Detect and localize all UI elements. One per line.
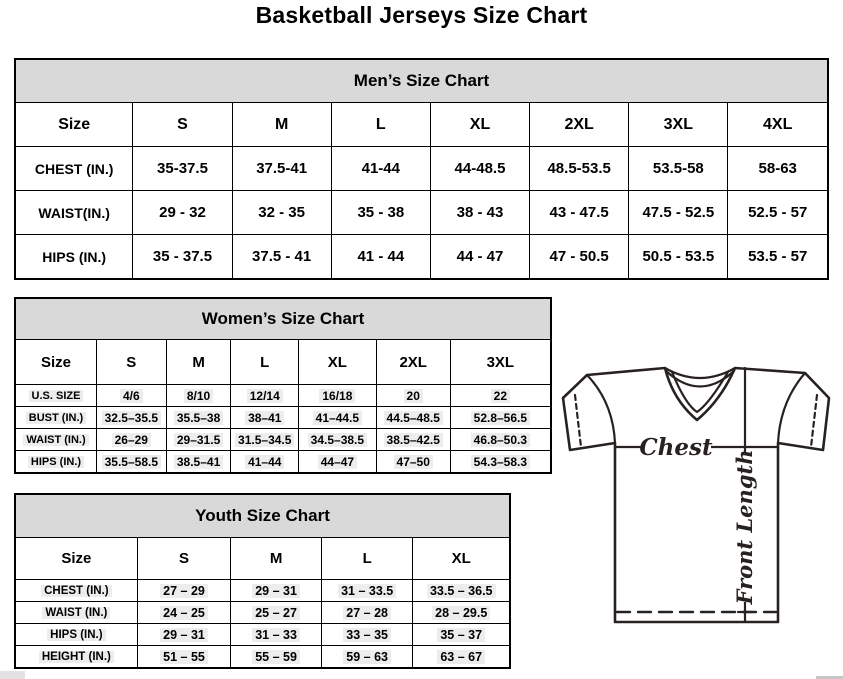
value-cell: 53.5-58 <box>629 147 728 191</box>
value-cell: 26–29 <box>96 429 166 451</box>
youth-size-table <box>14 493 511 669</box>
value-cell: 46.8–50.3 <box>450 429 551 451</box>
header-cell: 2XL <box>530 103 629 147</box>
row-label: HEIGHT (IN.) <box>15 646 137 669</box>
jersey-measurement-diagram <box>553 352 843 644</box>
value-cell: 16/18 <box>299 385 377 407</box>
value-cell: 50.5 - 53.5 <box>629 235 728 280</box>
header-cell: 3XL <box>629 103 728 147</box>
value-cell: 44–47 <box>299 451 377 474</box>
header-cell: 3XL <box>450 340 551 385</box>
value-cell: 51 – 55 <box>137 646 231 669</box>
value-cell: 47.5 - 52.5 <box>629 191 728 235</box>
row-label: CHEST (IN.) <box>15 147 133 191</box>
value-cell: 35 – 37 <box>413 624 510 646</box>
scan-artifact-bottom-left <box>0 671 25 679</box>
header-cell: XL <box>299 340 377 385</box>
chest-label-text: Chest <box>639 434 713 461</box>
table-row <box>15 147 828 191</box>
header-cell: 2XL <box>376 340 450 385</box>
value-cell: 25 – 27 <box>231 602 322 624</box>
mens-size-table <box>14 58 829 280</box>
value-cell: 22 <box>450 385 551 407</box>
value-cell: 47–50 <box>376 451 450 474</box>
table-row <box>15 191 828 235</box>
value-cell: 31.5–34.5 <box>231 429 299 451</box>
value-cell: 32.5–35.5 <box>96 407 166 429</box>
value-cell: 32 - 35 <box>232 191 331 235</box>
value-cell: 33.5 – 36.5 <box>413 580 510 602</box>
table-row <box>15 235 828 280</box>
value-cell: 29 - 32 <box>133 191 232 235</box>
header-cell: XL <box>413 538 510 580</box>
header-cell: XL <box>430 103 529 147</box>
value-cell: 24 – 25 <box>137 602 231 624</box>
value-cell: 35 - 37.5 <box>133 235 232 280</box>
table-row <box>15 646 510 669</box>
value-cell: 27 – 28 <box>321 602 413 624</box>
value-cell: 29–31.5 <box>166 429 231 451</box>
header-cell: Size <box>15 340 96 385</box>
value-cell: 47 - 50.5 <box>530 235 629 280</box>
value-cell: 28 – 29.5 <box>413 602 510 624</box>
header-cell: M <box>166 340 231 385</box>
value-cell: 58-63 <box>728 147 828 191</box>
header-cell: Size <box>15 103 133 147</box>
value-cell: 53.5 - 57 <box>728 235 828 280</box>
value-cell: 8/10 <box>166 385 231 407</box>
row-label: BUST (IN.) <box>15 407 96 429</box>
women-chart-title: Women’s Size Chart <box>15 298 551 340</box>
table-row <box>15 407 551 429</box>
table-row <box>15 580 510 602</box>
value-cell: 59 – 63 <box>321 646 413 669</box>
row-label: WAIST(IN.) <box>15 191 133 235</box>
value-cell: 52.5 - 57 <box>728 191 828 235</box>
value-cell: 37.5 - 41 <box>232 235 331 280</box>
youth-chart-title: Youth Size Chart <box>15 494 510 538</box>
value-cell: 20 <box>376 385 450 407</box>
value-cell: 4/6 <box>96 385 166 407</box>
value-cell: 37.5-41 <box>232 147 331 191</box>
value-cell: 31 – 33.5 <box>321 580 413 602</box>
header-cell: 4XL <box>728 103 828 147</box>
jersey-diagram-svg <box>553 352 843 644</box>
table-row <box>15 429 551 451</box>
row-label: HIPS (IN.) <box>15 624 137 646</box>
value-cell: 35 - 38 <box>331 191 430 235</box>
jersey-outline <box>563 368 829 622</box>
row-label: HIPS (IN.) <box>15 235 133 280</box>
value-cell: 38.5–42.5 <box>376 429 450 451</box>
header-cell: M <box>232 103 331 147</box>
value-cell: 41–44 <box>231 451 299 474</box>
value-cell: 29 – 31 <box>137 624 231 646</box>
men-chart-title: Men’s Size Chart <box>15 59 828 103</box>
value-cell: 44-48.5 <box>430 147 529 191</box>
value-cell: 52.8–56.5 <box>450 407 551 429</box>
value-cell: 35.5–58.5 <box>96 451 166 474</box>
value-cell: 33 – 35 <box>321 624 413 646</box>
value-cell: 54.3–58.3 <box>450 451 551 474</box>
table-row <box>15 602 510 624</box>
header-cell: S <box>137 538 231 580</box>
value-cell: 43 - 47.5 <box>530 191 629 235</box>
value-cell: 41-44 <box>331 147 430 191</box>
row-label: U.S. SIZE <box>15 385 96 407</box>
header-cell: M <box>231 538 322 580</box>
value-cell: 48.5-53.5 <box>530 147 629 191</box>
header-cell: L <box>331 103 430 147</box>
value-cell: 55 – 59 <box>231 646 322 669</box>
value-cell: 38.5–41 <box>166 451 231 474</box>
value-cell: 44 - 47 <box>430 235 529 280</box>
header-cell: L <box>321 538 413 580</box>
table-row <box>15 451 551 474</box>
row-label: WAIST (IN.) <box>15 429 96 451</box>
header-cell: L <box>231 340 299 385</box>
header-cell: S <box>96 340 166 385</box>
value-cell: 41 - 44 <box>331 235 430 280</box>
value-cell: 35-37.5 <box>133 147 232 191</box>
value-cell: 12/14 <box>231 385 299 407</box>
front-length-label-text: Front Length <box>732 449 757 605</box>
table-row <box>15 624 510 646</box>
value-cell: 27 – 29 <box>137 580 231 602</box>
value-cell: 38–41 <box>231 407 299 429</box>
value-cell: 34.5–38.5 <box>299 429 377 451</box>
value-cell: 63 – 67 <box>413 646 510 669</box>
value-cell: 38 - 43 <box>430 191 529 235</box>
value-cell: 35.5–38 <box>166 407 231 429</box>
row-label: WAIST (IN.) <box>15 602 137 624</box>
header-cell: S <box>133 103 232 147</box>
value-cell: 31 – 33 <box>231 624 322 646</box>
header-cell: Size <box>15 538 137 580</box>
womens-size-table <box>14 297 552 474</box>
row-label: HIPS (IN.) <box>15 451 96 474</box>
table-row <box>15 385 551 407</box>
value-cell: 29 – 31 <box>231 580 322 602</box>
value-cell: 41–44.5 <box>299 407 377 429</box>
value-cell: 44.5–48.5 <box>376 407 450 429</box>
page-title: Basketball Jerseys Size Chart <box>255 2 588 28</box>
row-label: CHEST (IN.) <box>15 580 137 602</box>
